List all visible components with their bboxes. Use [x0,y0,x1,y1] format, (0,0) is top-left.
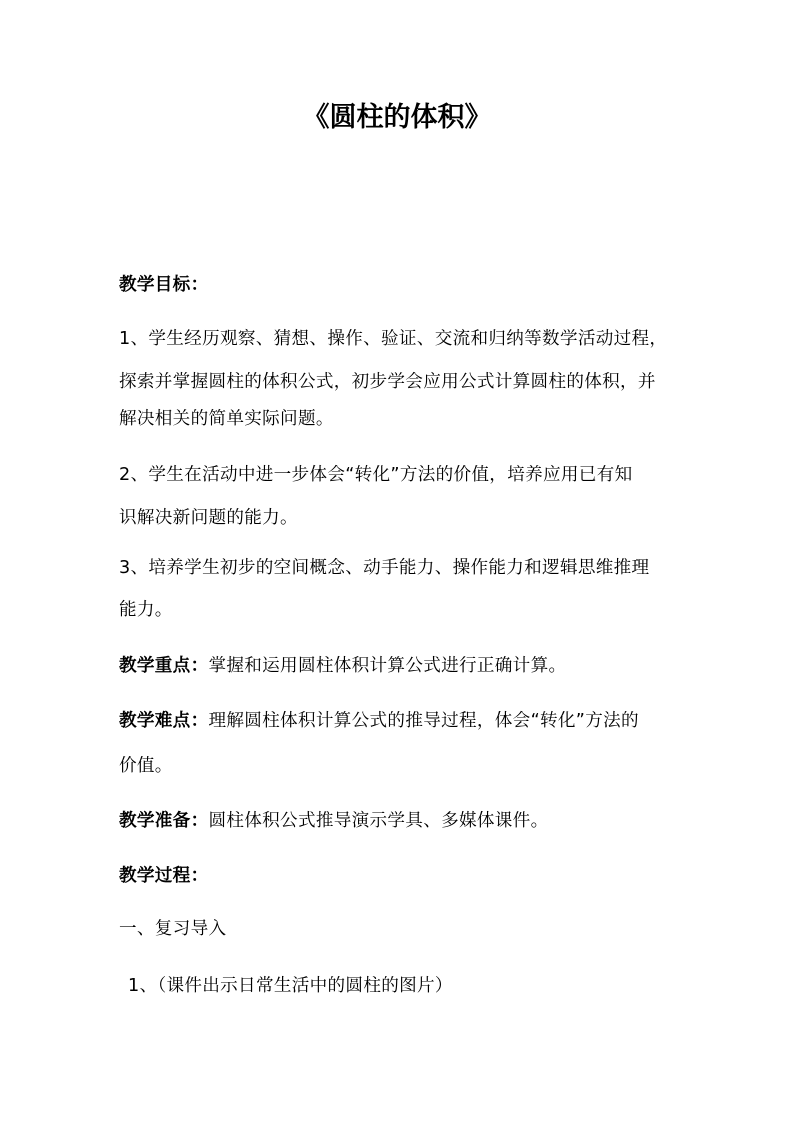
difficulty-label: 教学难点： [119,711,209,731]
difficulty-paragraph [119,710,639,732]
preparation-text: 圆柱体积公式推导演示学具、多媒体课件。 [208,811,549,831]
preparation-paragraph [119,810,548,832]
step-1: 1、（课件出示日常生活中的圆柱的图片） [128,976,453,996]
difficulty-text-line-2: 价值。 [119,756,173,776]
objective-2-line-2: 识解决新问题的能力。 [119,508,298,528]
document-title: 《圆柱的体积》 [302,102,492,133]
preparation-label: 教学准备： [119,811,209,831]
objective-1-line-1: 1、学生经历观察、猜想、操作、验证、交流和归纳等数学活动过程， [119,329,668,349]
objective-1-line-2: 探索并掌握圆柱的体积公式，初步学会应用公式计算圆柱的体积，并 [119,372,656,392]
key-point-paragraph [119,655,566,677]
process-heading [119,865,208,887]
objective-2-line-1: 2、学生在活动中进一步体会“转化”方法的价值，培养应用已有知 [119,465,633,485]
objectives-heading [119,274,208,296]
difficulty-text: 理解圆柱体积计算公式的推导过程，体会“转化”方法的 [208,711,639,731]
objectives-heading-text: 教学目标： [119,275,209,295]
process-heading-text: 教学过程： [119,866,209,886]
objective-1-line-3: 解决相关的简单实际问题。 [119,409,334,429]
key-point-label: 教学重点： [119,656,209,676]
objective-3-line-2: 能力。 [119,600,173,620]
section-1-heading: 一、复习导入 [119,919,227,939]
key-point-text: 掌握和运用圆柱体积计算公式进行正确计算。 [208,656,567,676]
objective-3-line-1: 3、培养学生初步的空间概念、动手能力、操作能力和逻辑思维推理 [119,558,650,578]
